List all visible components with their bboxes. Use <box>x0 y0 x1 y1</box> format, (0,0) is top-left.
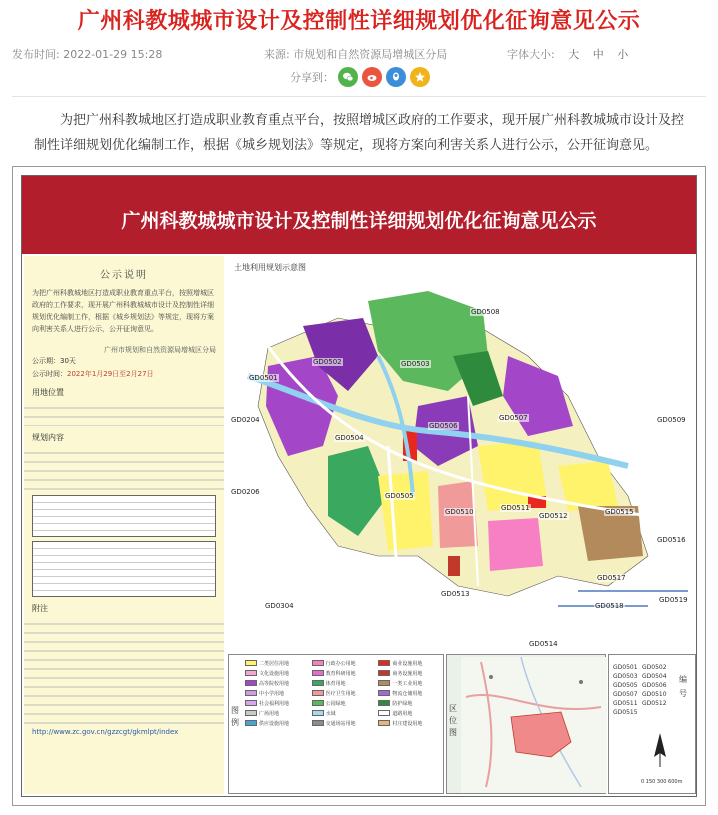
legend-item <box>245 689 308 697</box>
location-map <box>446 654 606 794</box>
legend-item <box>312 699 375 707</box>
qzone-icon[interactable] <box>410 67 430 87</box>
parcel-label: GD0507 <box>499 414 528 422</box>
legend-label: 文化设施用地 <box>259 670 290 677</box>
font-size-small-button[interactable]: 小 <box>617 48 629 61</box>
legend-swatch <box>245 700 257 706</box>
location-map-graphic <box>461 657 607 793</box>
parcel-label: GD0511 <box>501 504 530 512</box>
parcel-label: GD0501 <box>249 374 278 382</box>
legend-swatch <box>312 680 324 686</box>
legend-item <box>378 709 441 717</box>
section-notes: 附注 <box>32 604 48 613</box>
north-arrow-icon <box>653 733 667 772</box>
poster-title: 广州科教城城市设计及控制性详细规划优化征询意见公示 <box>121 210 597 232</box>
article-source: 来源: 市规划和自然资源局增城区分局 <box>264 48 448 61</box>
legend-label: 一类工业用地 <box>392 680 423 687</box>
parcel-label: GD0505 <box>385 492 414 500</box>
index-code-list <box>613 663 671 717</box>
qq-icon[interactable] <box>386 67 406 87</box>
period-value: 30天 <box>60 357 76 365</box>
legend-item <box>312 679 375 687</box>
legend-label: 防护绿地 <box>392 700 413 707</box>
legend-item <box>378 669 441 677</box>
notice-link[interactable]: http://www.zc.gov.cn/gzzcgt/gkmlpt/index <box>32 728 179 736</box>
index-code: GD0503 <box>613 673 638 680</box>
index-code: GD0505 <box>613 682 638 689</box>
legend-swatch <box>378 720 390 726</box>
legend-label: 行政办公用地 <box>325 660 356 667</box>
index-code: GD0511 <box>613 700 638 707</box>
legend-item <box>312 719 375 727</box>
legend-label: 道路用地 <box>392 710 413 717</box>
legend-swatch <box>378 710 390 716</box>
legend-swatch <box>312 700 324 706</box>
index-code: GD0502 <box>642 664 667 671</box>
plan-poster <box>12 166 706 806</box>
index-code: GD0510 <box>642 691 667 698</box>
weibo-icon[interactable] <box>362 67 382 87</box>
share-bar <box>290 66 430 88</box>
parcel-label: GD0506 <box>429 422 458 430</box>
legend-label: 中小学用地 <box>259 690 285 697</box>
parcel-label: GD0515 <box>605 508 634 516</box>
legend-swatch <box>245 710 257 716</box>
legend-item <box>312 709 375 717</box>
font-size-control <box>507 46 628 62</box>
legend-swatch <box>312 720 324 726</box>
parcel-label: GD0509 <box>657 416 686 424</box>
legend-item <box>378 719 441 727</box>
legend-label: 教育科研用地 <box>325 670 356 677</box>
legend-item <box>245 659 308 667</box>
share-label: 分享到： <box>290 71 334 84</box>
parcel-label: GD0518 <box>595 602 624 610</box>
notice-period <box>24 355 224 368</box>
land-use-table-2 <box>32 541 216 597</box>
time-label: 公示时间： <box>32 370 67 378</box>
time-value: 2022年1月29日至2月27日 <box>67 370 154 378</box>
legend-item <box>312 689 375 697</box>
index-panel <box>608 654 696 794</box>
legend-item <box>312 659 375 667</box>
legend-swatch <box>245 720 257 726</box>
legend-label: 物流仓储用地 <box>392 690 423 697</box>
legend-label: 二类居住用地 <box>259 660 290 667</box>
parcel-label: GD0508 <box>471 308 500 316</box>
legend-label: 体育用地 <box>325 680 346 687</box>
legend-item <box>245 709 308 717</box>
section-plan: 规划内容 <box>32 433 64 442</box>
legend-item <box>245 699 308 707</box>
legend-swatch <box>378 700 390 706</box>
parcel-label: GD0206 <box>231 488 260 496</box>
section-location: 用地位置 <box>32 388 64 397</box>
legend-side-label: 图 例 <box>231 706 239 727</box>
notice-title: 公示说明 <box>100 270 148 281</box>
article-title: 广州科教城城市设计及控制性详细规划优化征询意见公示 <box>77 9 641 34</box>
poster-frame <box>21 175 697 797</box>
legend-swatch <box>312 710 324 716</box>
wechat-icon[interactable] <box>338 67 358 87</box>
legend-swatch <box>245 680 257 686</box>
parcel-label: GD0512 <box>539 512 568 520</box>
land-use-table-1 <box>32 495 216 537</box>
legend-swatch <box>378 690 390 696</box>
font-size-label: 字体大小: <box>507 48 555 61</box>
parcel-label: GD0513 <box>441 590 470 598</box>
parcel-label: GD0519 <box>659 596 688 604</box>
legend-swatch <box>312 660 324 666</box>
parcel-label: GD0304 <box>265 602 294 610</box>
legend-item <box>245 669 308 677</box>
legend-label: 商务设施用地 <box>392 670 423 677</box>
legend-label: 商业设施用地 <box>392 660 423 667</box>
parcel-label: GD0204 <box>231 416 260 424</box>
legend-swatch <box>245 690 257 696</box>
legend-label: 水域 <box>325 710 336 717</box>
legend-label: 供应设施用地 <box>259 720 290 727</box>
legend-swatch <box>378 670 390 676</box>
legend-item <box>245 719 308 727</box>
index-side-label: 编 号 <box>679 675 687 698</box>
legend-swatch <box>378 680 390 686</box>
legend-grid <box>245 659 441 727</box>
legend-item <box>312 669 375 677</box>
land-use-map <box>228 256 696 654</box>
legend-label: 村庄建设用地 <box>392 720 423 727</box>
index-code: GD0507 <box>613 691 638 698</box>
poster-banner <box>22 176 696 254</box>
notice-body: 为把广州科教城地区打造成职业教育重点平台，按照增城区政府的工作要求，现开展广州科教城城市设计及控制性详细规划优化编制工作，根据《城乡规划法》等规定，现将方案向利害关系人进行公示，公开征询意见。 <box>32 289 214 333</box>
map-legend <box>228 654 444 794</box>
legend-swatch <box>378 660 390 666</box>
legend-swatch <box>245 670 257 676</box>
parcel-label: GD0503 <box>401 360 430 368</box>
legend-item <box>378 679 441 687</box>
legend-swatch <box>312 690 324 696</box>
legend-swatch <box>245 660 257 666</box>
index-code: GD0512 <box>642 700 667 707</box>
period-label: 公示期： <box>32 357 60 365</box>
index-code: GD0501 <box>613 664 638 671</box>
legend-item <box>378 689 441 697</box>
legend-item <box>378 699 441 707</box>
scale-bar: 0 150 300 600m <box>641 779 683 785</box>
legend-item <box>245 679 308 687</box>
location-side-label: 区 位 图 <box>449 704 457 737</box>
legend-label: 广场用地 <box>259 710 280 717</box>
legend-label: 医疗卫生用地 <box>325 690 356 697</box>
parcel-label: GD0504 <box>335 434 364 442</box>
notes-text-block <box>24 616 224 726</box>
parcel-label: GD0502 <box>313 358 342 366</box>
index-code: GD0504 <box>642 673 667 680</box>
legend-label: 公园绿地 <box>325 700 346 707</box>
legend-label: 社会福利用地 <box>259 700 290 707</box>
notice-panel <box>24 256 224 794</box>
parcel-label: GD0510 <box>445 508 474 516</box>
parcel-label: GD0514 <box>529 640 558 648</box>
notice-time <box>24 368 224 381</box>
font-size-medium-button[interactable]: 中 <box>592 48 604 61</box>
plan-text-block <box>24 445 224 491</box>
map-title: 土地利用规划示意图 <box>234 263 306 272</box>
font-size-large-button[interactable]: 大 <box>568 48 580 61</box>
intro-paragraph: 为把广州科教城地区打造成职业教育重点平台，按照增城区政府的工作要求，现开展广州科教城城市设计及控制性详细规划优化编制工作，根据《城乡规划法》等规定，现将方案向利害关系人进行公示，公开征询意见。 <box>34 113 685 153</box>
publish-date: 发布时间: 2022-01-29 15:28 <box>12 48 163 61</box>
index-code: GD0515 <box>613 709 638 716</box>
index-code: GD0506 <box>642 682 667 689</box>
header-divider <box>12 96 706 97</box>
parcel-label: GD0516 <box>657 536 686 544</box>
legend-label: 高等院校用地 <box>259 680 290 687</box>
legend-item <box>378 659 441 667</box>
article-meta <box>12 46 706 62</box>
parcel-label: GD0517 <box>597 574 626 582</box>
notice-signature: 广州市规划和自然资源局增城区分局 <box>104 346 216 354</box>
location-text-block <box>24 400 224 426</box>
legend-label: 交通场站用地 <box>325 720 356 727</box>
legend-swatch <box>312 670 324 676</box>
